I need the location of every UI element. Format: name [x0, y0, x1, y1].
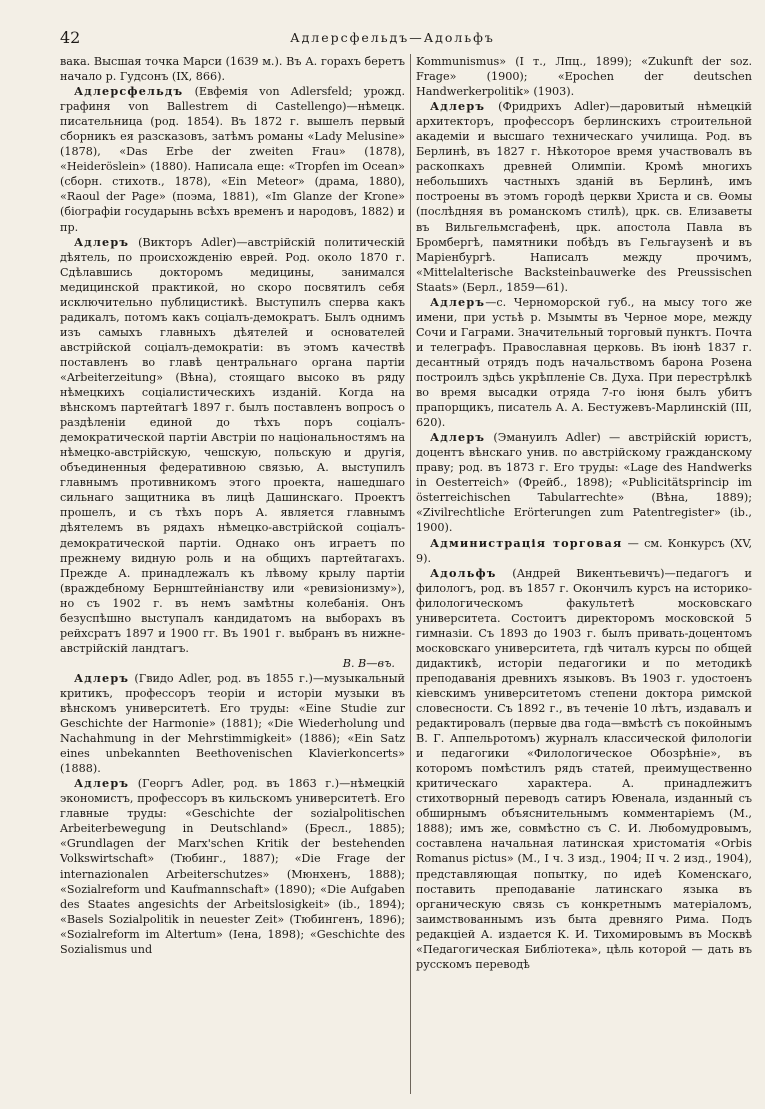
entry-adler-emanuel — [416, 430, 752, 535]
entry-text: (Эмануилъ Adler) — австрійскій юристъ, доцентъ вѣнскаго унив. по австрійскому гражданскому праву; род. въ 1873 г. Его труды: «Lage des Handwerks in Oesterreich» (Фрейб., 1898); «Publicitätsprincip im österreichischen Tabularrechte» (Вѣна, 1889); «Zivilrechtliche Erörterungen zum Patentregister» (ib., 1900). — [416, 431, 752, 535]
entry-headword: Адлеръ — [430, 294, 486, 309]
entry-adler-guido — [60, 671, 405, 776]
entry-headword: Адлерсфельдъ — [74, 84, 184, 99]
entry-adler-georg — [60, 776, 405, 957]
entry-text: (Евфемія von Adlersfeld; урожд. графиня von Ballestrem di Castellengo)—нѣмецк. писательница (род. 1854). Въ 1872 г. вышелъ первый сборникъ ея разсказовъ, затѣмъ романы «Lady Melusine» (1878), «Das Erbe der zweiten Frau» (1878), «Heideröslein» (1880). Написала еще: «Tropfen im Ocean» (сборн. стихотв., 1878), «Ein Meteor» (драма, 1880), «Raoul der Page» (поэма, 1881), «Im Glanze der Krone» (біографіи государынь всѣхъ временъ и народовъ, 1882) и пр. — [60, 85, 405, 234]
entry-continuation — [416, 54, 752, 99]
entry-headword: Адольфъ — [430, 565, 497, 580]
entry-text: — см. Конкурсъ (XV, 9). — [416, 536, 752, 565]
entry-adler-victor — [60, 235, 405, 656]
column-divider — [410, 54, 411, 1094]
entry-text: Kommunismus» (I т., Лпц., 1899); «Zukunft der soz. Frage» (1900); «Epochen der deutschen Handwerkerpolitik» (1903). — [416, 55, 752, 99]
entry-adlersfeld — [60, 84, 405, 234]
left-column — [60, 54, 405, 957]
entry-administration — [416, 536, 752, 566]
entry-text: (Викторъ Adler)—австрійскій политическій дѣятель, по происхожденію еврей. Род. около 1870 г. Сдѣлавшись докторомъ медицины, занимался медицинской практикой, но скоро посвятилъ себя исключительно публицистикѣ. Выступилъ сперва какъ радикалъ, потомъ какъ соціалъ-демократъ. Былъ однимъ изъ самыхъ главныхъ дѣятелей и основателей австрійской соціалъ-демократіи: въ этомъ качествѣ поставленъ во главѣ центральнаго органа партіи «Arbeiterzeitung» (Вѣна), стоящаго высоко въ ряду нѣмецкихъ соціалистическихъ изданій. Когда на вѣнскомъ партейтагѣ 1897 г. былъ поставленъ вопросъ о раздѣленіи единой до тѣхъ поръ соціалъ-демократической партіи Австріи по національностямъ на нѣмецко-австрійскую, чешскую, польскую и другія, объединенныя федеративною связью, А. выступилъ главнымъ противникомъ этого проекта, нашедшаго сильнаго защитника въ лицѣ Дашинскаго. Проектъ прошелъ, и съ тѣхъ поръ А. является главнымъ дѣятелемъ въ рядахъ нѣмецко-австрійской соціалъ-демократической партіи. Однако онъ играетъ по прежнему видную роль и на общихъ партейтагахъ. Прежде А. принадлежалъ къ лѣвому крылу партіи (враждебному Бернштейніанству или «ревизіонизму»), но съ 1902 г. въ немъ замѣтны колебанія. Онъ безуспѣшно выступалъ кандидатомъ на выборахъ въ рейхсратъ 1897 и 1900 гг. Въ 1901 г. выбранъ въ нижне-австрійскій ландтагъ. — [60, 235, 405, 655]
entry-continuation — [60, 54, 405, 84]
entry-adler-friedrich — [416, 99, 752, 295]
entry-adler-village — [416, 295, 752, 430]
author-signature: В. В—въ. — [342, 656, 395, 670]
entry-headword: Адлеръ — [74, 670, 130, 685]
page-header — [60, 28, 725, 50]
entry-headword: Адлеръ — [74, 234, 130, 249]
entry-text: (Георгъ Adler, род. въ 1863 г.)—нѣмецкій экономистъ, профессоръ въ кильскомъ университетѣ. Его главные труды: «Geschichte der sozialpolitischen Arbeiterbewegung in Deutschland» (Бресл., 1885); «Grundlagen der Marx'schen Kritik der bestehenden Volkswirtschaft» (Тюбинг., 1887); «Die Frage der internazionalen Arbeiterschutzes» (Мюнхенъ, 1888); «Sozialreform und Kaufmannschaft» (1890); «Die Aufgaben des Staates angesichts der Arbeitslosigkeit» (ib., 1894); «Basels Sozialpolitik in neuester Zeit» (Тюбингенъ, 1896); «Sozialreform im Altertum» (Iена, 1898); «Geschichte des Sozialismus und — [60, 777, 406, 956]
running-head: Адлерсфельдъ—Адольфъ — [290, 30, 495, 45]
entry-text: (Андрей Викентьевичъ)—педагогъ и филологъ, род. въ 1857 г. Окончилъ курсъ на историко-филологическомъ факультетѣ московскаго университета. Состоитъ директоромъ московской 5 гимназіи. Съ 1893 до 1903 г. былъ привать-доцентомъ московскаго университета, гдѣ читалъ курсы по общей дидактикѣ, исторіи педагогики и по методикѣ преподаванія древнихъ языковъ. Въ 1903 г. удостоенъ кіевскимъ университетомъ степени доктора римской словесности. Съ 1892 г., въ теченіе 10 лѣтъ, издавалъ и редактировалъ (первые два года—вмѣстѣ съ покойнымъ В. Г. Аппельротомъ) журналъ классической филологіи и педагогики «Филологическое Обозрѣніе», въ которомъ помѣстилъ рядъ статей, преимущественно критическаго характера. А. принадлежитъ стихотворный переводъ сатиръ Ювенала, изданный съ обширнымъ объяснительнымъ комментаріемъ (М., 1888); имъ же, совмѣстно съ С. И. Любомудровымъ, составлена начальная латинская христоматія «Orbis Romanus pictus» (М., I ч. 3 изд., 1904; II ч. 2 изд., 1904), представляющая попытку, по идеѣ Коменскаго, поставить преподаваніе латинскаго языка въ органическую связь съ конкретнымъ матеріаломъ, заимствованнымъ изъ быта древняго Рима. Подъ редакціей А. издается К. И. Тихомировымъ въ Москвѣ «Педагогическая Библіотека», цѣль которой — дать въ русскомъ переводѣ — [416, 566, 753, 971]
entry-adolf — [416, 566, 752, 972]
entry-headword: Адлеръ — [74, 776, 130, 791]
entry-headword: Адлеръ — [430, 99, 486, 114]
right-column — [416, 54, 752, 972]
entry-text: вака. Высшая точка Марси (1639 м.). Въ А. горахъ беретъ начало р. Гудсонъ (IX, 866). — [60, 55, 405, 84]
entry-text: —с. Черноморской губ., на мысу того же имени, при устьѣ р. Мзымты въ Черное море, между Сочи и Гаграми. Значительный торговый пунктъ. Почта и телеграфъ. Православная церковь. Въ іюнѣ 1837 г. десантный отрядъ подъ начальствомъ барона Розена построилъ здѣсь укрѣпленіе Св. Духа. При перестрѣлкѣ во время высадки отряда 7-го іюня былъ убитъ прапорщикъ, писатель А. А. Бестужевъ-Марлинскій (III, 620). — [416, 295, 752, 430]
entry-headword: Адлеръ — [430, 430, 486, 445]
entry-text: (Гвидо Adler, род. въ 1855 г.)—музыкальный критикъ, профессоръ теоріи и исторіи музыки въ вѣнскомъ университетѣ. Его труды: «Eine Studie zur Geschichte der Harmonie» (1881); «Die Wiederholung und Nachahmung in der Mehrstimmigkeit» (1886); «Ein Satz eines unbekannten Beethovenischen Klavierkoncerts» (1888). — [60, 671, 405, 776]
entry-headword: Администрація торговая — [430, 535, 623, 550]
page-number: 42 — [60, 28, 81, 47]
entry-text: (Фридрихъ Adler)—даровитый нѣмецкій архитекторъ, профессоръ берлинскихъ строительной академіи и высшаго техническаго училища. Род. въ Берлинѣ, въ 1827 г. Нѣкоторое время участвовалъ въ раскопкахъ древней Олимпіи. Кромѣ многихъ небольшихъ частныхъ зданій въ Берлинѣ, имъ построены въ этомъ городѣ церкви Христа и св. Ѳомы (послѣдняя въ романскомъ стилѣ), црк. св. Елизаветы въ Вильгельмсгафенѣ, црк. апостола Павла въ Бромбергѣ, памятники побѣдъ въ Гельгаузенѣ и въ Маріенбургѣ. Написалъ между прочимъ, «Mittelalterische Backsteinbauwerke des Preussischen Staats» (Берл., 1859—61). — [416, 100, 752, 294]
